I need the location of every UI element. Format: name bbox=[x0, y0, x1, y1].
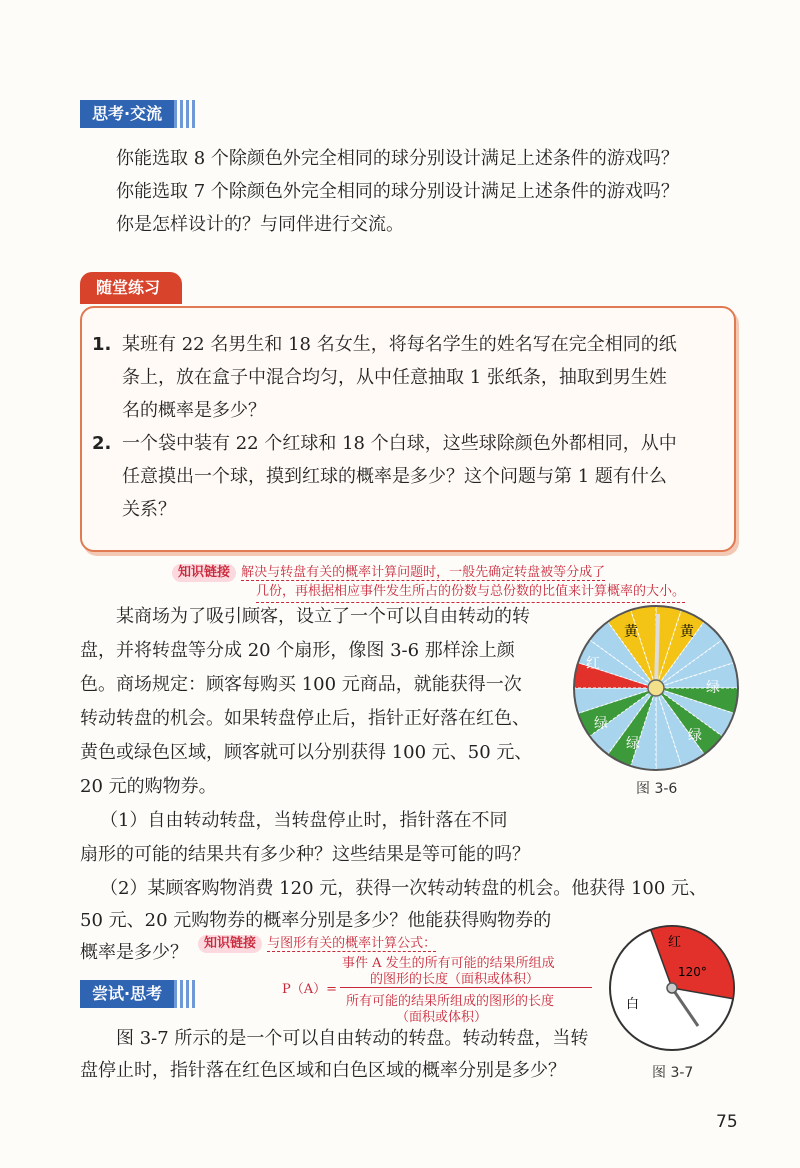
formula-lhs: P（A）= bbox=[282, 982, 338, 997]
label-green-1: 绿 bbox=[706, 680, 720, 696]
try-think-tag bbox=[80, 980, 174, 1008]
main-line-2: 盘，并将转盘等分成 20 个扇形，像图 3-6 那样涂上颜 bbox=[80, 640, 515, 661]
try-line-1: 图 3-7 所示的是一个可以自由转动的转盘。转动转盘，当转 bbox=[116, 1028, 589, 1049]
wheel-37-hub bbox=[667, 983, 677, 993]
main-q2-line-3: 概率是多少？ bbox=[80, 942, 188, 963]
figure-3-7-wheel bbox=[606, 922, 738, 1054]
label-angle: 120° bbox=[678, 965, 707, 979]
main-line-4: 转动转盘的机会。如果转盘停止后，指针正好落在红色、 bbox=[80, 708, 530, 729]
knowledge-link-1 bbox=[172, 561, 605, 583]
wheel-hub bbox=[648, 680, 664, 696]
knowledge-link-1-line-1: 解决与转盘有关的概率计算问题时，一般先确定转盘被等分成了 bbox=[241, 565, 606, 580]
wheel-pointer bbox=[656, 614, 658, 688]
label-green-2: 绿 bbox=[688, 728, 702, 744]
main-q2-line-1: （2）某顾客购物消费 120 元，获得一次转动转盘的机会。他获得 100 元、 bbox=[100, 878, 708, 899]
label-green-4: 绿 bbox=[626, 736, 640, 752]
main-line-5: 黄色或绿色区域，顾客就可以分别获得 100 元、50 元、 bbox=[80, 742, 533, 763]
label-red: 红 bbox=[586, 656, 600, 672]
label-yellow-2: 黄 bbox=[680, 624, 694, 640]
knowledge-link-2 bbox=[198, 932, 436, 954]
think-line-2: 你能选取 7 个除颜色外完全相同的球分别设计满足上述条件的游戏吗？ bbox=[116, 181, 679, 202]
knowledge-link-2-intro: 与图形有关的概率计算公式： bbox=[267, 936, 437, 951]
label-yellow-1: 黄 bbox=[624, 624, 638, 640]
think-exchange-label: 思考·交流 bbox=[92, 104, 163, 123]
figure-3-7-caption: 图 3-7 bbox=[652, 1065, 694, 1081]
exercise-q1-number: 1. bbox=[92, 334, 112, 355]
think-exchange-tag bbox=[80, 100, 174, 128]
try-line-2: 盘停止时，指针落在红色区域和白色区域的概率分别是多少？ bbox=[80, 1060, 566, 1081]
try-think-label: 尝试·思考 bbox=[92, 984, 163, 1003]
exercise-q2-line-1: 一个袋中装有 22 个红球和 18 个白球，这些球除颜色外都相同，从中 bbox=[122, 433, 677, 454]
label-green-3: 绿 bbox=[594, 716, 608, 732]
exercise-q1-line-3: 名的概率是多少？ bbox=[122, 400, 266, 421]
think-line-1: 你能选取 8 个除颜色外完全相同的球分别设计满足上述条件的游戏吗？ bbox=[116, 148, 679, 169]
main-line-3: 色。商场规定：顾客每购买 100 元商品，就能获得一次 bbox=[80, 674, 522, 695]
exercise-q2-line-3: 关系？ bbox=[122, 499, 176, 520]
label-white-area: 白 bbox=[626, 997, 640, 1012]
exercise-q1-line-2: 条上，放在盒子中混合均匀，从中任意抽取 1 张纸条，抽取到男生姓 bbox=[122, 367, 667, 388]
main-q2-line-2: 50 元、20 元购物券的概率分别是多少？他能获得购物券的 bbox=[80, 910, 552, 931]
formula-numerator-1: 事件 A 发生的所有可能的结果所组成 bbox=[342, 956, 555, 971]
knowledge-link-1-label: 知识链接 bbox=[172, 564, 236, 582]
page-number: 75 bbox=[716, 1112, 738, 1132]
label-red-area: 红 bbox=[668, 935, 682, 950]
exercise-q2-number: 2. bbox=[92, 433, 112, 454]
exercise-q2-line-2: 任意摸出一个球，摸到红球的概率是多少？这个问题与第 1 题有什么 bbox=[122, 466, 667, 487]
main-line-6: 20 元的购物券。 bbox=[80, 776, 217, 797]
main-q1-line-1: （1）自由转动转盘，当转盘停止时，指针落在不同 bbox=[100, 810, 508, 831]
figure-3-6-caption: 图 3-6 bbox=[636, 781, 678, 797]
formula-denominator-2: （面积或体积） bbox=[396, 1010, 488, 1025]
main-q1-line-2: 扇形的可能的结果共有多少种？这些结果是等可能的吗？ bbox=[80, 844, 530, 865]
knowledge-link-2-label: 知识链接 bbox=[198, 935, 262, 953]
knowledge-link-1-line-2: 几份，再根据相应事件发生所占的份数与总份数的比值来计算概率的大小。 bbox=[256, 582, 685, 603]
formula-fraction-bar bbox=[340, 987, 592, 988]
think-line-3: 你是怎样设计的？与同伴进行交流。 bbox=[116, 214, 404, 235]
exercise-tag bbox=[80, 272, 182, 304]
exercise-label: 随堂练习 bbox=[96, 278, 161, 297]
formula-numerator-2: 的图形的长度（面积或体积） bbox=[370, 972, 540, 987]
exercise-q1-line-1: 某班有 22 名男生和 18 名女生，将每名学生的姓名写在完全相同的纸 bbox=[122, 334, 677, 355]
main-line-1: 某商场为了吸引顾客，设立了一个可以自由转动的转 bbox=[116, 606, 530, 627]
figure-3-6-wheel bbox=[568, 600, 744, 776]
formula-denominator-1: 所有可能的结果所组成的图形的长度 bbox=[346, 994, 555, 1009]
